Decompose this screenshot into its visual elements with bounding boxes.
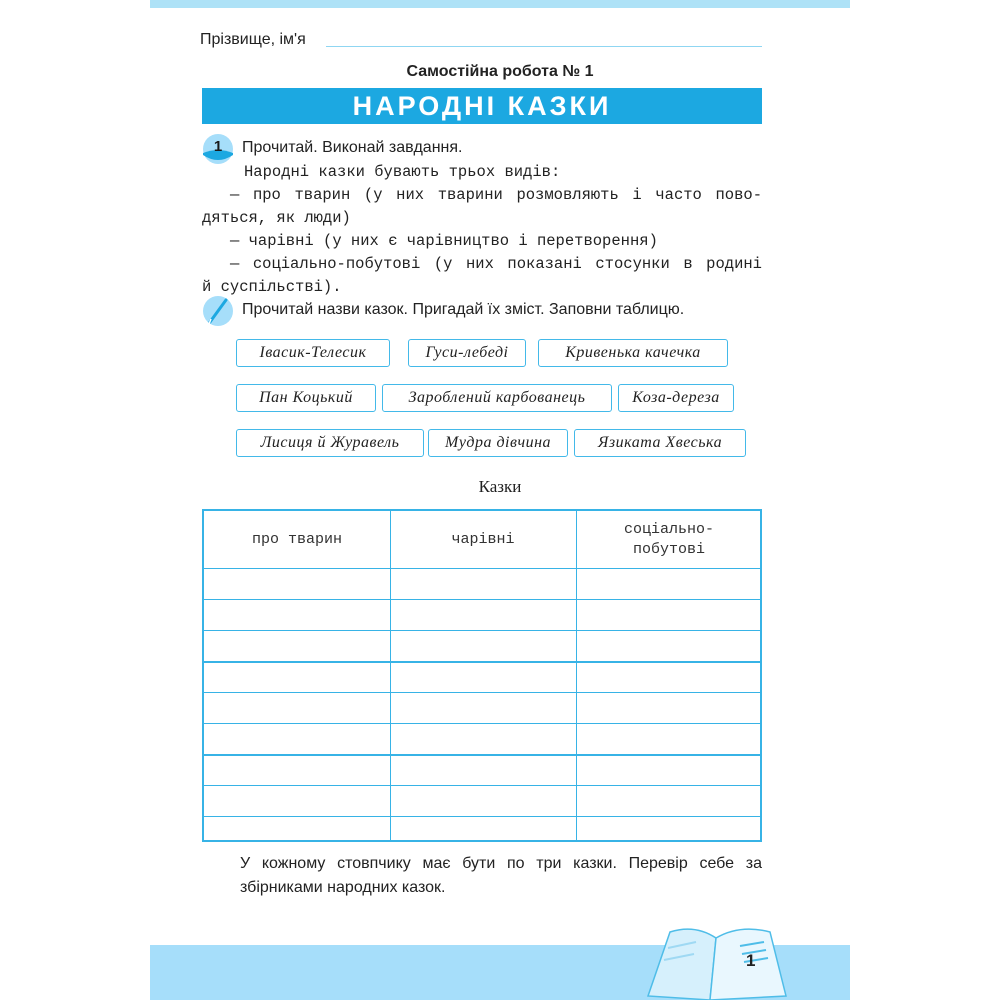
topic-banner: НАРОДНІ КАЗКИ — [202, 88, 762, 124]
pencil-icon — [202, 295, 234, 327]
task1-line: Народні казки бувають трьох видів: — [244, 163, 561, 181]
task1-line: — чарівні (у них є чарівництво і перетворення) — [230, 232, 658, 250]
work-title: Самостійна робота № 1 — [406, 63, 594, 80]
task1-line: й суспільстві). — [202, 278, 342, 296]
page-number: 1 — [746, 951, 756, 970]
table-header-magic: чарівні — [451, 531, 515, 548]
task1-line: — про тварин (у них тварини розмовляють і часто пово- — [230, 186, 762, 204]
tale-chip: Пан Коцький — [236, 384, 376, 412]
table-cell[interactable] — [391, 569, 576, 839]
task2-instruction: Прочитай назви казок. Пригадай їх зміст. Заповни таблицю. — [242, 301, 685, 318]
workbook-page — [150, 0, 850, 1000]
table-cell[interactable] — [577, 569, 760, 839]
tales-table — [202, 509, 762, 842]
tale-chip: Язиката Хвеська — [574, 429, 746, 457]
name-label: Прізвище, ім'я — [200, 31, 306, 48]
table-caption: Казки — [478, 477, 522, 496]
top-strip — [150, 0, 850, 8]
tale-chip: Гуси-лебеді — [408, 339, 526, 367]
tale-chip: Зароблений карбованець — [382, 384, 612, 412]
task1-line: — соціально-побутові (у них показані стосунки в родині — [230, 255, 762, 273]
task1-line: дяться, як люди) — [202, 209, 351, 227]
tale-chip: Коза-дереза — [618, 384, 734, 412]
tale-chip: Кривенька качечка — [538, 339, 728, 367]
open-book-icon — [640, 918, 790, 1000]
tale-chip: Івасик-Телесик — [236, 339, 390, 367]
task-number-badge — [202, 133, 234, 165]
table-header-animals: про тварин — [251, 531, 342, 548]
task1-instruction: Прочитай. Виконай завдання. — [242, 139, 463, 156]
tale-chip: Лисиця й Журавель — [236, 429, 424, 457]
table-cell[interactable] — [204, 569, 390, 839]
self-check-note: У кожному стовпчику має бути по три казки. Перевір себе за збірниками народних казок. — [240, 855, 762, 896]
table-header-social: соціально- побутові — [623, 521, 714, 558]
task-number: 1 — [213, 138, 223, 155]
tale-chip: Мудра дівчина — [428, 429, 568, 457]
name-field-line[interactable] — [326, 46, 762, 47]
